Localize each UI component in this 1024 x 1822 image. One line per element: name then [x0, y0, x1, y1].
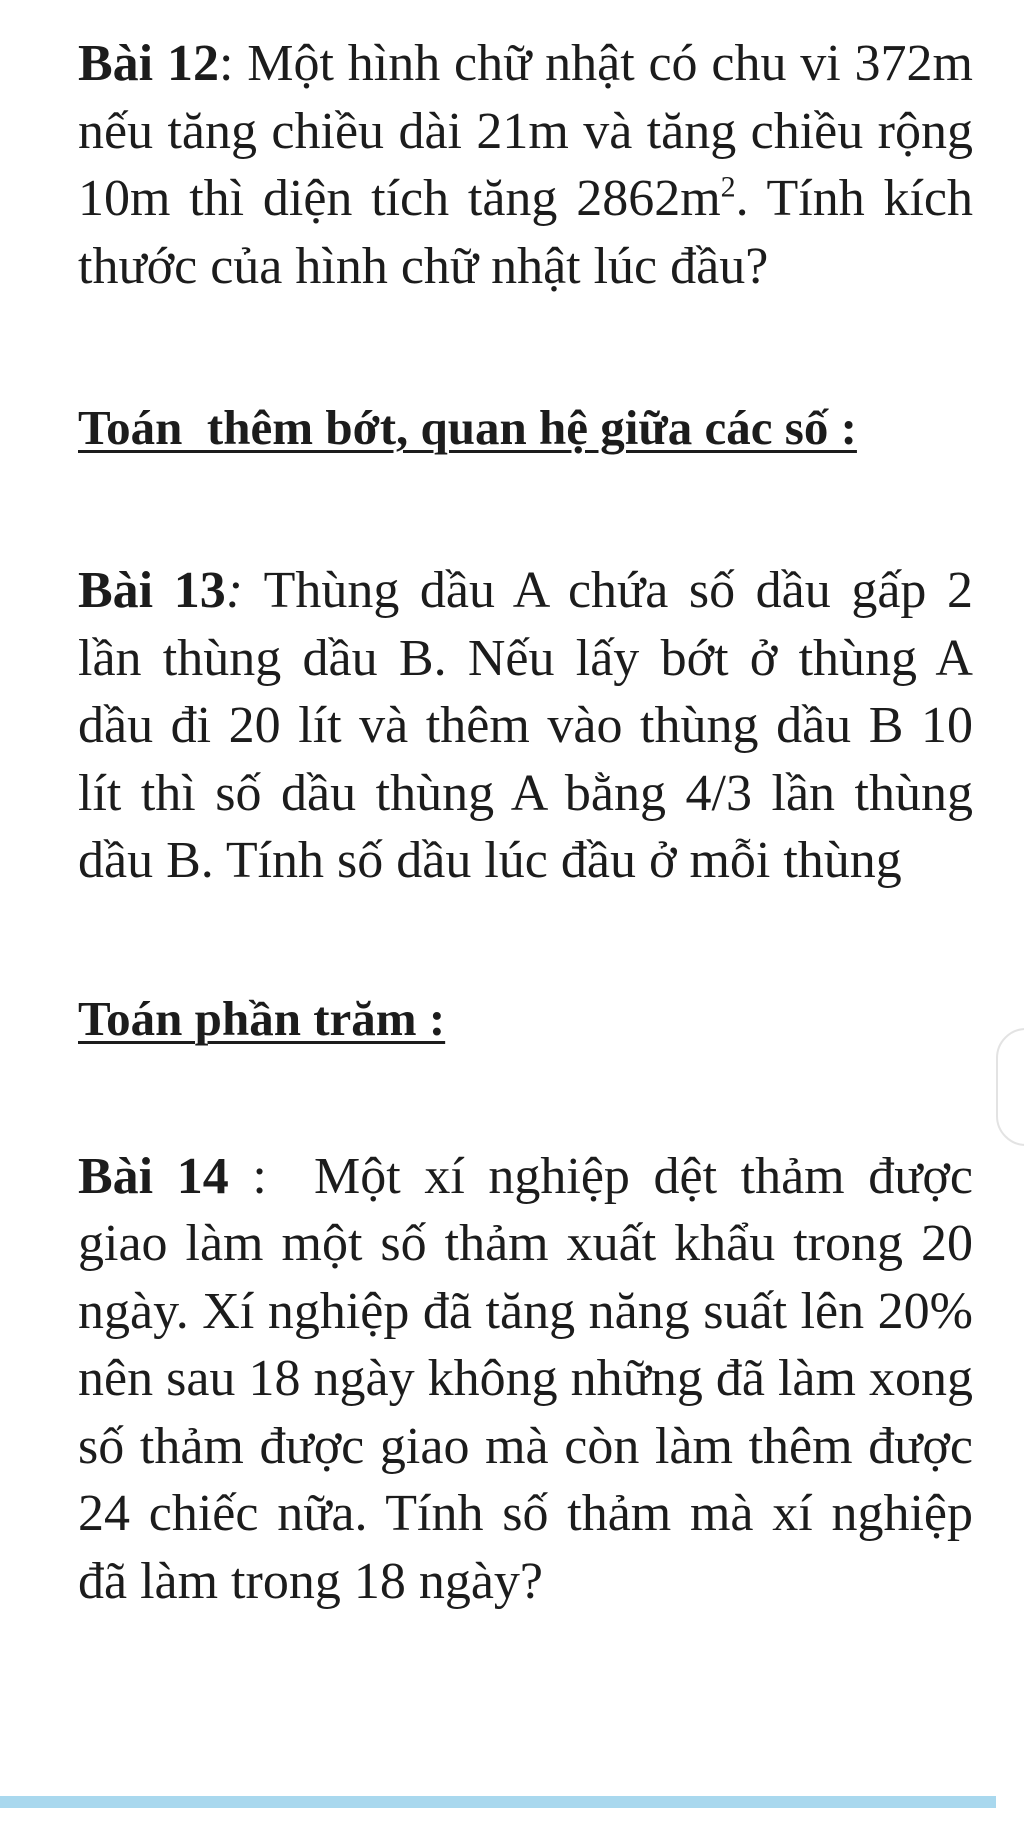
problem-14-label: Bài 14	[78, 1147, 229, 1205]
problem-14-separator: :	[228, 1147, 315, 1205]
problem-13-separator: :	[225, 562, 264, 619]
section-heading-add-subtract: Toán thêm bớt, quan hệ giữa các số :	[78, 400, 857, 455]
bottom-divider-bar	[0, 1796, 996, 1808]
problem-13-text: Thùng dầu A chứa số dầu gấp 2 lần thùng dầu B. Nếu lấy bớt ở thùng A dầu đi 20 lít và thêm vào thùng dầu B 10 lít thì số dầu thùng A bằng 4/3 lần thùng dầu B. Tính số dầu lúc đầu ở mỗi thùng	[78, 562, 973, 889]
problem-12-label: Bài 12	[78, 35, 219, 92]
problem-12-text-end: . Tính kích thước của hình chữ nhật lúc đầu?	[78, 170, 973, 295]
section-heading-percent: Toán phần trăm :	[78, 990, 446, 1046]
problem-13-paragraph	[78, 557, 973, 895]
problem-14-text: Một xí nghiệp dệt thảm được giao làm một số thảm xuất khẩu trong 20 ngày. Xí nghiệp đã tăng năng suất lên 20% nên sau 18 ngày không những đã làm xong số thảm được giao mà còn làm thêm được 24 chiếc nữa. Tính số thảm mà xí nghiệp đã làm trong 18 ngày?	[78, 1147, 973, 1610]
document-page	[78, 30, 973, 1615]
problem-12-separator: :	[218, 35, 248, 92]
page-scroll-handle[interactable]	[996, 1028, 1024, 1146]
problem-14-paragraph	[78, 1143, 973, 1616]
superscript-square: 2	[720, 170, 736, 204]
problem-13-label: Bài 13	[78, 562, 226, 619]
problem-12-paragraph	[78, 30, 973, 300]
problem-12-text: Một hình chữ nhật có chu vi 372m nếu tăng chiều dài 21m và tăng chiều rộng 10m thì diện tích tăng 2862m	[78, 35, 973, 227]
